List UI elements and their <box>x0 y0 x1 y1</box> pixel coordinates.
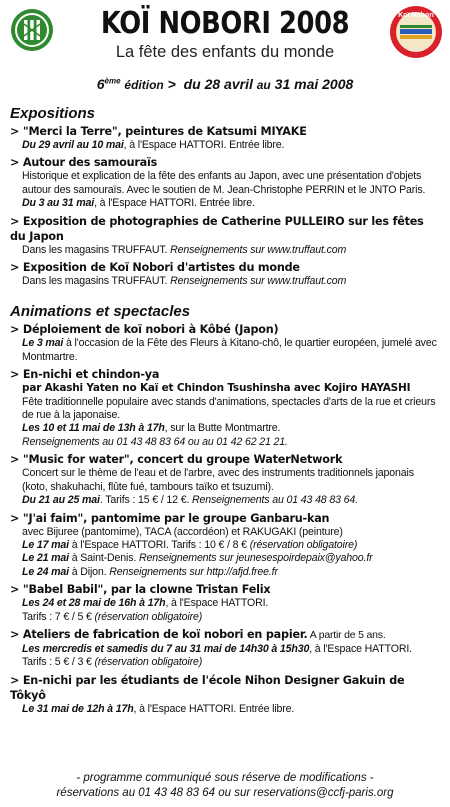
detail-note: Renseignements au 01 43 48 83 64. <box>192 494 358 507</box>
detail-text: Historique et explication de la fête des enfants au Japon, avec une présentation d'objets autour des samouraïs. Avec le soutien de M. Jean-Christophe PERRIN et le JNTO Paris. <box>22 170 426 196</box>
date-end: 31 mai 2008 <box>274 76 354 92</box>
program-item-title: > En-nichi par les étudiants de l'école Nihon Designer Gakuin de Tôkyô <box>10 673 405 702</box>
edition-dates <box>0 76 450 92</box>
detail-line <box>22 396 442 423</box>
detail-line <box>22 244 442 257</box>
detail-text: Fête traditionnelle populaire avec stands d'animations, spectacles d'arts de la rue et crieurs de rue à la japonaise. <box>22 395 436 422</box>
detail-note: Renseignements sur http://afjd.free.fr <box>109 565 278 578</box>
program-item-title: > "Music for water", concert du groupe WaterNetwork <box>10 453 343 467</box>
program-item-details <box>10 139 442 152</box>
program-item-details <box>10 703 442 716</box>
detail-date: Du 21 au 25 mai <box>22 494 100 507</box>
detail-text: Tarifs : 7 € / 5 € <box>22 610 95 623</box>
detail-line <box>22 566 442 579</box>
page-title: KOÏ NOBORI 2008 <box>100 6 350 41</box>
detail-date: Le 3 mai <box>22 337 64 350</box>
program-item-title: > Exposition de Koï Nobori d'artistes du monde <box>10 261 300 275</box>
date-au: au <box>256 78 271 92</box>
program-item-details <box>10 244 442 257</box>
program-item <box>10 452 442 507</box>
detail-text: , à l'Espace HATTORI. Entrée libre. <box>94 197 255 210</box>
detail-line <box>22 422 442 435</box>
program-item <box>10 582 442 624</box>
footer-disclaimer: - programme communiqué sous réserve de modifications - <box>76 772 374 784</box>
detail-line <box>22 539 442 552</box>
date-du: du <box>183 76 201 92</box>
program-item-details <box>10 597 442 624</box>
detail-line <box>22 611 442 624</box>
footer-reservations: réservations au 01 43 48 83 64 ou sur reservations@ccfj-paris.org <box>56 787 394 799</box>
section-title-expositions: Expositions <box>10 105 96 122</box>
program-item-title: > Ateliers de fabrication de koï nobori en papier. A partir de 5 ans. <box>10 627 386 641</box>
detail-text: , à l'Espace HATTORI. Entrée libre. <box>123 139 285 151</box>
detail-text: , sur la Butte Montmartre. <box>164 422 281 435</box>
edition-word: édition <box>124 78 164 92</box>
program-item-details <box>10 170 442 210</box>
program-content <box>10 104 442 719</box>
detail-date: Le 17 mai <box>22 538 69 551</box>
program-item <box>10 673 442 716</box>
detail-text: à l'Espace HATTORI. Tarifs : 10 € / 8 € <box>68 538 250 551</box>
detail-line <box>22 597 442 610</box>
program-item <box>10 627 442 670</box>
program-item-details <box>10 275 442 288</box>
program-item <box>10 322 442 364</box>
program-item-details <box>10 337 442 364</box>
detail-line <box>22 275 442 288</box>
program-item-title: > "Merci la Terre", peintures de Katsumi MIYAKE <box>10 125 307 138</box>
detail-text: Dans les magasins TRUFFAUT. <box>22 275 171 288</box>
detail-line <box>22 494 442 507</box>
detail-note: (réservation obligatoire) <box>94 656 203 669</box>
program-item-title: > Déploiement de koï nobori à Kôbé (Japon) <box>10 323 279 337</box>
edition-arrow: > <box>167 76 176 92</box>
detail-text: à l'occasion de la Fête des Fleurs à Kitano-chô, le quartier européen, jumelé avec Montmartre. <box>22 337 437 363</box>
program-item-subtitle: par Akashi Yaten no Kaï et Chindon Tsushinsha avec Kojiro HAYASHI <box>22 382 411 395</box>
program-item-title: > "J'ai faim", pantomime par le groupe Ganbaru-kan <box>10 511 330 525</box>
detail-line <box>22 526 442 539</box>
detail-line <box>22 337 442 364</box>
program-item <box>10 260 442 288</box>
detail-note: Renseignements au 01 43 48 83 64 ou au 01 42 62 21 21. <box>22 435 288 448</box>
detail-note: Renseignements sur www.truffaut.com <box>170 275 347 288</box>
program-item-title: > "Babel Babil", par la clowne Tristan Felix <box>10 583 271 597</box>
detail-line <box>22 467 442 494</box>
section-title-animations: Animations et spectacles <box>10 303 191 321</box>
expositions-list <box>10 124 442 288</box>
detail-date: Les 24 et 28 mai de 16h à 17h <box>22 597 166 610</box>
detail-date: Les 10 et 11 mai de 13h à 17h <box>22 422 165 435</box>
program-item-title: > Exposition de photographies de Catherine PULLEIRO sur les fêtes du Japon <box>10 214 424 243</box>
detail-line <box>22 703 442 716</box>
edition-number: 6 <box>96 76 105 92</box>
detail-line <box>22 436 442 449</box>
program-item <box>10 511 442 580</box>
detail-line <box>22 139 442 152</box>
detail-note: Renseignements sur www.truffaut.com <box>170 243 347 256</box>
program-item-details <box>10 396 442 450</box>
detail-date: Les mercredis et samedis du 7 au 31 mai de 14h30 à 15h30 <box>22 642 310 655</box>
detail-date: Du 29 avril au 10 mai <box>22 139 124 151</box>
detail-line <box>22 170 442 197</box>
detail-text: . Tarifs : 15 € / 12 €. <box>99 494 193 507</box>
date-start: 28 avril <box>204 76 253 92</box>
detail-line <box>22 643 442 656</box>
detail-text: avec Bijuree (pantomime), TACA (accordéon) et RAKUGAKI (peinture) <box>22 525 343 538</box>
detail-line <box>22 552 442 565</box>
logo-right-text: Koï Nobori <box>398 12 434 19</box>
program-item <box>10 155 442 210</box>
detail-text: à Saint-Denis. <box>68 552 139 565</box>
detail-text: Tarifs : 5 € / 3 € <box>22 656 95 669</box>
program-item-details <box>10 643 442 670</box>
detail-text: , à l'Espace HATTORI. <box>309 642 412 655</box>
footer <box>0 771 450 801</box>
program-item <box>10 214 442 257</box>
detail-date: Le 31 mai de 12h à 17h <box>22 702 134 715</box>
detail-date: Le 24 mai <box>22 565 69 578</box>
detail-text: Dans les magasins TRUFFAUT. <box>22 243 171 256</box>
detail-note: (réservation obligatoire) <box>94 610 203 623</box>
detail-line <box>22 656 442 669</box>
page-subtitle: La fête des enfants du monde <box>115 43 335 61</box>
edition-sup: ème <box>104 76 121 86</box>
program-item-title: > En-nichi et chindon-ya <box>10 368 160 382</box>
program-item-details <box>10 526 442 580</box>
program-item-title-extra: A partir de 5 ans. <box>307 628 386 641</box>
animations-list <box>10 322 442 716</box>
detail-text: Concert sur le thème de l'eau et de l'arbre, avec des instruments traditionnels japonais (koto, shakuhachi, flûte fué, tambours taïko et tsuzumi). <box>22 467 414 493</box>
program-item-details <box>10 467 442 507</box>
detail-text: , à l'Espace HATTORI. <box>165 597 269 610</box>
detail-text: , à l'Espace HATTORI. Entrée libre. <box>133 702 295 715</box>
detail-text: à Dijon. <box>68 565 110 578</box>
detail-note: Renseignements sur jeunesespoirdepaix@yahoo.fr <box>138 552 373 565</box>
program-item <box>10 367 442 449</box>
detail-date: Du 3 au 31 mai <box>22 197 95 210</box>
program-item <box>10 124 442 152</box>
detail-line <box>22 197 442 210</box>
program-item-title: > Autour des samouraïs <box>10 156 158 170</box>
detail-date: Le 21 mai <box>22 552 69 565</box>
detail-note: (réservation obligatoire) <box>249 538 358 551</box>
